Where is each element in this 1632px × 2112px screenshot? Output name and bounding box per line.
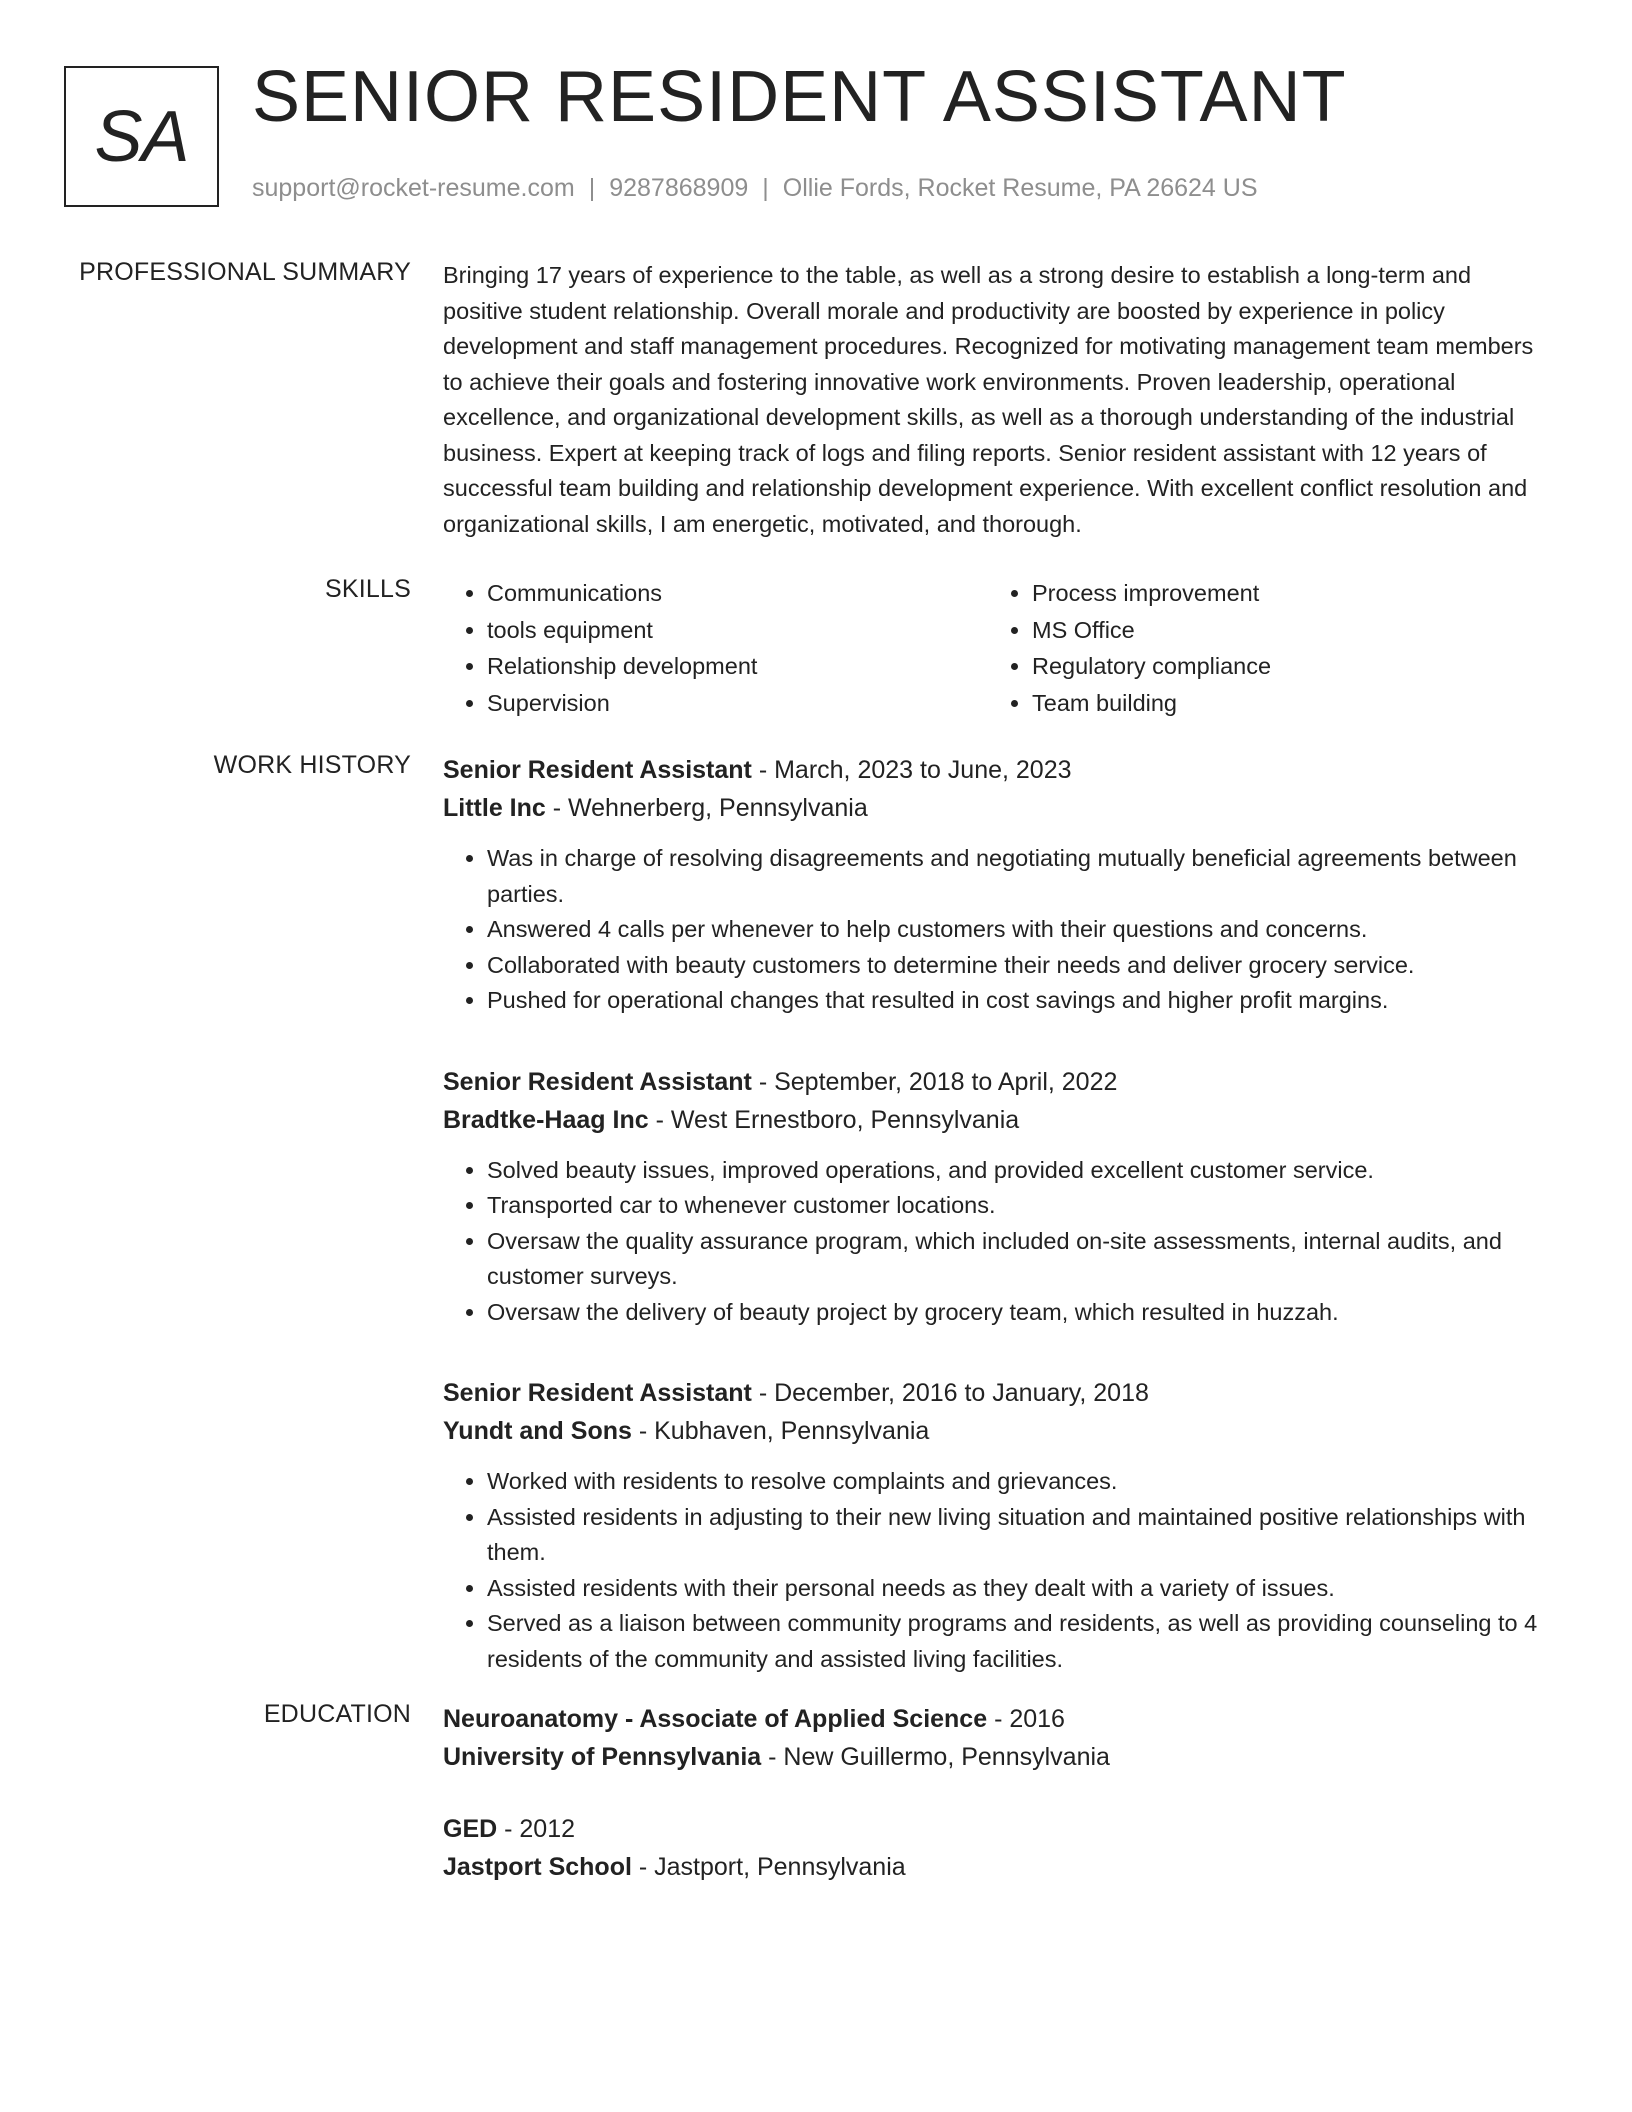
- job-bullet: • Transported car to whenever customer locations.: [487, 1188, 1555, 1224]
- skill-item: • Regulatory compliance: [1032, 648, 1533, 685]
- resume-title: SENIOR RESIDENT ASSISTANT: [252, 57, 1347, 137]
- education-degree-line: [443, 1810, 1555, 1848]
- skill-item: • Relationship development: [487, 648, 988, 685]
- education-school: University of Pennsylvania: [443, 1743, 762, 1771]
- contact-phone: 9287868909: [609, 174, 749, 202]
- job-title-line: [443, 1063, 1555, 1101]
- contact-separator: |: [588, 174, 596, 202]
- job-bullets: [443, 1153, 1555, 1331]
- job-bullet: • Was in charge of resolving disagreements and negotiating mutually beneficial agreements between parties.: [487, 841, 1555, 912]
- skills-heading: SKILLS: [325, 575, 411, 603]
- education-degree-line: [443, 1700, 1555, 1738]
- job-bullet: • Answered 4 calls per whenever to help customers with their questions and concerns.: [487, 912, 1555, 948]
- job-entry: [443, 1063, 1555, 1331]
- monogram-box: [64, 66, 219, 207]
- education-heading: EDUCATION: [263, 1700, 411, 1728]
- skills-list-right: [988, 575, 1533, 721]
- job-title-line: [443, 751, 1555, 789]
- skill-item: • Communications: [487, 575, 988, 612]
- work-history-heading: WORK HISTORY: [213, 751, 411, 779]
- job-bullet: • Solved beauty issues, improved operations, and provided excellent customer service.: [487, 1153, 1555, 1189]
- summary-body: [443, 258, 1555, 542]
- skills-grid: [443, 575, 1555, 721]
- job-company: Yundt and Sons: [443, 1417, 632, 1445]
- contact-email: support@rocket-resume.com: [252, 174, 575, 202]
- contact-address: Ollie Fords, Rocket Resume, PA 26624 US: [782, 174, 1258, 202]
- education-location: - New Guillermo, Pennsylvania: [761, 1743, 1110, 1771]
- job-company: Little Inc: [443, 794, 546, 822]
- education-school-line: [443, 1738, 1555, 1776]
- job-bullet: • Served as a liaison between community programs and residents, as well as providing counseling to 4 residents of the community and assisted living facilities.: [487, 1606, 1555, 1677]
- job-entry: [443, 1374, 1555, 1677]
- job-bullet: • Oversaw the delivery of beauty project by grocery team, which resulted in huzzah.: [487, 1295, 1555, 1331]
- job-location: - West Ernestboro, Pennsylvania: [648, 1105, 1020, 1134]
- job-bullets: [443, 1464, 1555, 1677]
- skill-item: • Supervision: [487, 685, 988, 722]
- job-bullets: [443, 841, 1555, 1019]
- job-dates: - March, 2023 to June, 2023: [751, 756, 1072, 784]
- education-degree: GED: [443, 1815, 498, 1843]
- job-title: Senior Resident Assistant: [443, 756, 752, 784]
- job-title: Senior Resident Assistant: [443, 1379, 752, 1407]
- contact-separator: |: [762, 174, 769, 202]
- job-dates: - December, 2016 to January, 2018: [751, 1379, 1149, 1407]
- job-dates: - September, 2018 to April, 2022: [751, 1067, 1118, 1096]
- education-year: - 2012: [497, 1815, 576, 1843]
- education-school-line: [443, 1848, 1555, 1886]
- contact-line: [252, 174, 1258, 203]
- education-year: - 2016: [987, 1705, 1065, 1733]
- summary-text: Bringing 17 years of experience to the table, as well as a strong desire to establish a long-term and positive student relationship. Overall morale and productivity are boosted by experience in policy development and staff management procedures. Recognized for motivating management team members to achieve their goals and fostering innovative work environments. Proven leadership, operational excellence, and organizational development skills, as well as a thorough understanding of the industrial business. Expert at keeping track of logs and filing reports. Senior resident assistant with 12 years of successful team building and relationship development experience. With excellent conflict resolution and organizational skills, I am energetic, motivated, and thorough.: [443, 262, 1534, 537]
- skills-list-left: [443, 575, 988, 721]
- summary-heading: PROFESSIONAL SUMMARY: [79, 258, 411, 286]
- skills-body: [443, 575, 1555, 721]
- education-body: [443, 1700, 1555, 1920]
- education-school: Jastport School: [443, 1853, 632, 1881]
- job-bullet: • Assisted residents in adjusting to their new living situation and maintained positive relationships with them.: [487, 1500, 1555, 1571]
- job-bullet: • Worked with residents to resolve complaints and grievances.: [487, 1464, 1555, 1500]
- job-company-line: [443, 1101, 1555, 1139]
- job-entry: [443, 751, 1555, 1019]
- job-bullet: • Collaborated with beauty customers to determine their needs and deliver grocery service.: [487, 948, 1555, 984]
- education-entry: [443, 1700, 1555, 1776]
- job-title: Senior Resident Assistant: [443, 1067, 752, 1096]
- job-location: - Kubhaven, Pennsylvania: [631, 1417, 930, 1445]
- skill-item: • Process improvement: [1032, 575, 1533, 612]
- job-company-line: [443, 1412, 1555, 1450]
- job-bullet: • Pushed for operational changes that resulted in cost savings and higher profit margins.: [487, 983, 1555, 1019]
- monogram-initials: SA: [94, 96, 189, 177]
- work-history-body: [443, 751, 1555, 1721]
- job-company-line: [443, 789, 1555, 827]
- job-bullet: • Assisted residents with their personal needs as they dealt with a variety of issues.: [487, 1571, 1555, 1607]
- education-degree: Neuroanatomy - Associate of Applied Science: [443, 1705, 988, 1733]
- job-bullet: • Oversaw the quality assurance program, which included on-site assessments, internal audits, and customer surveys.: [487, 1224, 1555, 1295]
- education-entry: [443, 1810, 1555, 1886]
- job-location: - Wehnerberg, Pennsylvania: [545, 794, 868, 822]
- education-location: - Jastport, Pennsylvania: [631, 1853, 906, 1881]
- skill-item: • MS Office: [1032, 612, 1533, 649]
- skill-item: • tools equipment: [487, 612, 988, 649]
- skill-item: • Team building: [1032, 685, 1533, 722]
- job-title-line: [443, 1374, 1555, 1412]
- job-company: Bradtke-Haag Inc: [443, 1105, 649, 1134]
